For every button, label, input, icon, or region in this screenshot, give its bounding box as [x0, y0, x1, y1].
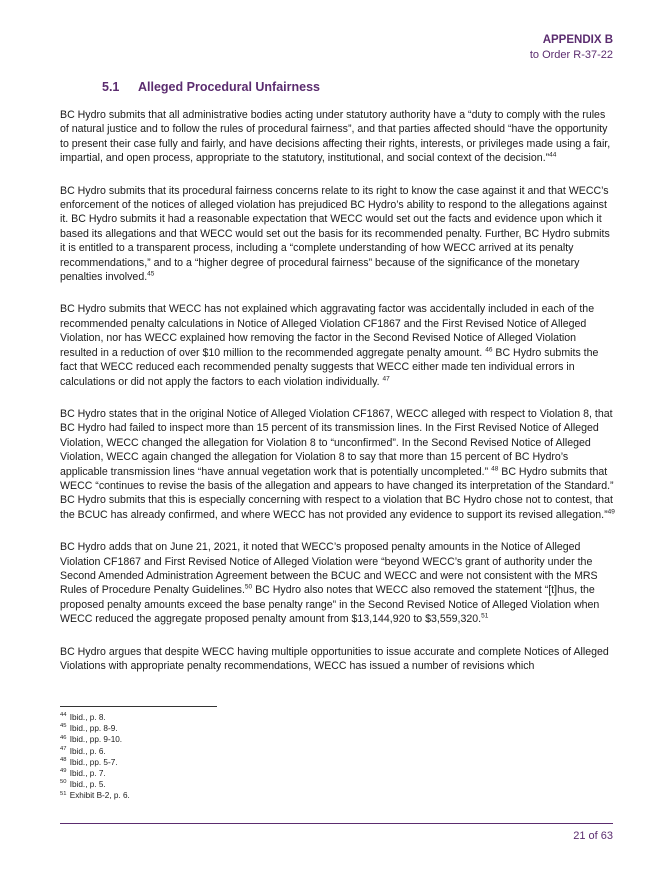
footnote-text: Ibid., p. 6. [69, 746, 106, 756]
footnote-ref: 51 [481, 612, 489, 620]
footnote [60, 757, 130, 768]
paragraph-text: BC Hydro submits that all administrative bodies acting under statutory authority have a “duty to comply with the rules of natural justice and to follow the rules of procedural fairness”, and that parties affected should “have the opportunity to present their case fully and fairly, and have decisions affecting their rights, interests, or privileges made using a fair, impartial, and open process, appropriate to the statutory, institutional, and social context of the decision.” [60, 109, 611, 165]
section-title: Alleged Procedural Unfairness [138, 80, 321, 94]
footnote-number: 44 [60, 712, 67, 719]
footnote-number: 50 [60, 779, 67, 786]
footnote-number: 51 [60, 790, 67, 797]
document-body [60, 108, 615, 691]
paragraph-text: BC Hydro submits that WECC “continues to revise the basis of the allegation and appears to have changed its interpretation of the Standard.” BC Hydro submits that this is especially concerning with respect to a violation that BC Hydro chose not to contest, that the BCUC has already confirmed, and where WECC has not provided any evidence to support its revised allegation.” [60, 465, 614, 521]
footnote-text: Ibid., p. 7. [69, 769, 106, 779]
footnote-ref: 45 [147, 270, 155, 278]
footnote-ref: 47 [382, 374, 390, 382]
paragraph-text: BC Hydro states that in the original Notice of Alleged Violation CF1867, WECC alleged with respect to Violation 8, that BC Hydro had failed to inspect more than 15 percent of its transmission lines. In the First Revised Notice of Alleged Violation, WECC changed the allegation for Violation 8 to “unconfirmed”. In the Second Revised Notice of Alleged Violation, WECC again changed the allegation for Violation 8 to say that more than 15 percent of BC Hydro’s applicable transmission lines “have annual vegetation work that is potentially uncompleted.” [60, 407, 613, 478]
footnote-text: Ibid., pp. 8-9. [69, 724, 118, 734]
footnote-number: 46 [60, 734, 67, 741]
paragraph [60, 302, 615, 388]
footnote [60, 746, 130, 757]
footnotes [60, 712, 130, 802]
footnote-divider [60, 706, 217, 707]
footnote-number: 48 [60, 757, 67, 764]
paragraph-text: BC Hydro argues that despite WECC having multiple opportunities to issue accurate and complete Notices of Alleged Violations with appropriate penalty recommendations, WECC has issued a number of revisions which [60, 645, 609, 672]
footnote-ref: 48 [491, 465, 499, 472]
footnote [60, 723, 130, 734]
footnote [60, 768, 130, 779]
paragraph-text: BC Hydro submits that WECC has not explained which aggravating factor was accidentally included in each of the recommended penalty calculations in Notice of Alleged Violation CF1867 and the First Revised Notice of Alleged Violation, nor has WECC explained how removing the factor in the Second Revised Notice of Alleged Violation resulted in a reduction of over $10 million to the recommended aggregate penalty amount. [60, 303, 595, 359]
paragraph [60, 540, 615, 626]
footnote-ref: 49 [607, 508, 615, 516]
section-heading [102, 80, 320, 94]
footnote [60, 790, 130, 801]
paragraph-text: BC Hydro adds that on June 21, 2021, it noted that WECC’s proposed penalty amounts in the Notice of Alleged Violation CF1867 and First Revised Notice of Alleged Violation were “beyond WECC’s grant of authority under the Second Amended Administration Agreement between the BCUC and WECC and were not consistent with the MRS Rules of Procedure Penalty Guidelines. [60, 541, 598, 597]
paragraph [60, 108, 615, 166]
section-number: 5.1 [102, 80, 120, 94]
footnote-text: Ibid., pp. 5-7. [69, 757, 118, 767]
footnote-number: 49 [60, 768, 67, 775]
footnote [60, 734, 130, 745]
footnote [60, 712, 130, 723]
footnote-text: Exhibit B-2, p. 6. [69, 791, 130, 801]
paragraph-text: BC Hydro also notes that WECC also removed the statement “[t]hus, the proposed penalty amounts exceed the base penalty range” in the Second Revised Notice of Alleged Violation when WECC reduced the aggregate proposed penalty amount from $13,144,920 to $3,559,320. [60, 584, 600, 626]
footer-divider [60, 823, 613, 824]
footnote-number: 45 [60, 723, 67, 730]
page-header [530, 33, 613, 63]
paragraph [60, 184, 615, 285]
footnote-ref: 44 [549, 151, 557, 159]
paragraph [60, 407, 615, 522]
footnote-ref: 50 [244, 583, 253, 591]
appendix-label: APPENDIX B [542, 34, 613, 46]
order-reference: to Order R-37-22 [529, 49, 613, 61]
footnote-text: Ibid., p. 5. [69, 780, 106, 790]
footnote [60, 779, 130, 790]
paragraph [60, 645, 615, 674]
paragraph-text: BC Hydro submits that its procedural fairness concerns relate to its right to know the case against it and that WECC’s enforcement of the notices of alleged violation has prejudiced BC Hydro’s ability to respond to the allegations against it. BC Hydro submits it had a reasonable expectation that WECC would set out the facts and evidence upon which it based its allegations and that WECC would set out the basis for its recommended penalty. Further, BC Hydro submits it is entitled to a transparent process, including a “complete understanding of how WECC arrived at its penalty recommendations,” and to a “higher degree of procedural fairness” because of the significance of the monetary penalties involved. [60, 184, 610, 284]
footnote-ref: 46 [485, 346, 493, 354]
footnote-number: 47 [60, 745, 67, 752]
page-number: 21 of 63 [573, 830, 613, 842]
footnote-text: Ibid., p. 8. [69, 713, 106, 722]
paragraph-text: BC Hydro submits the fact that WECC reduced each recommended penalty suggests that WECC either made ten individual errors in calculations or did not apply the factors to each violation individually. [60, 346, 599, 388]
footnote-text: Ibid., pp. 9-10. [69, 735, 123, 745]
